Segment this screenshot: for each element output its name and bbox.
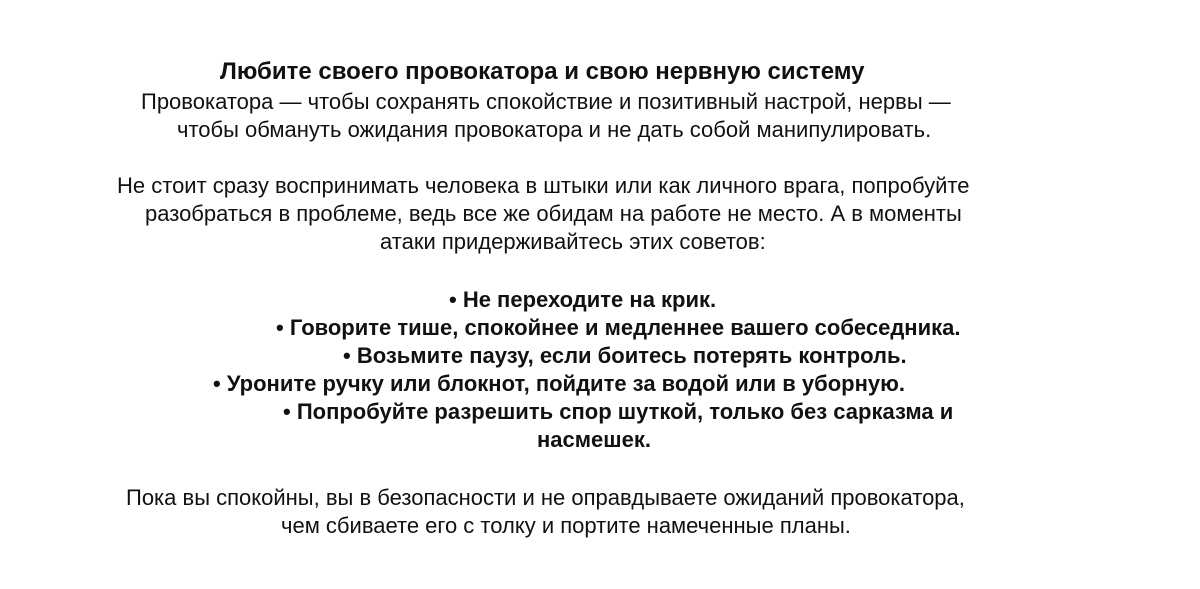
article-title: Любите своего провокатора и свою нервную систему <box>220 58 865 85</box>
tip-item-4: • Уроните ручку или блокнот, пойдите за водой или в уборную. <box>213 371 906 396</box>
conclusion-line-1: Пока вы спокойны, вы в безопасности и не оправдываете ожиданий провокатора, <box>126 485 965 510</box>
tip-item-5: • Попробуйте разрешить спор шуткой, только без сарказма и <box>283 399 954 424</box>
tip-item-1: • Не переходите на крик. <box>449 287 717 312</box>
paragraph-line-3: атаки придерживайтесь этих советов: <box>380 229 766 254</box>
tip-item-2: • Говорите тише, спокойнее и медленнее вашего собеседника. <box>276 315 961 340</box>
tip-item-5-continuation: насмешек. <box>537 427 651 452</box>
conclusion-line-2: чем сбиваете его с толку и портите намеченные планы. <box>281 513 851 538</box>
intro-line-1: Провокатора — чтобы сохранять спокойствие и позитивный настрой, нервы — <box>141 89 951 114</box>
paragraph-line-1: Не стоит сразу воспринимать человека в штыки или как личного врага, попробуйте <box>117 173 970 198</box>
tip-item-3: • Возьмите паузу, если боитесь потерять контроль. <box>343 343 907 368</box>
paragraph-line-2: разобраться в проблеме, ведь все же обидам на работе не место. А в моменты <box>145 201 962 226</box>
intro-line-2: чтобы обмануть ожидания провокатора и не дать собой манипулировать. <box>177 117 932 142</box>
